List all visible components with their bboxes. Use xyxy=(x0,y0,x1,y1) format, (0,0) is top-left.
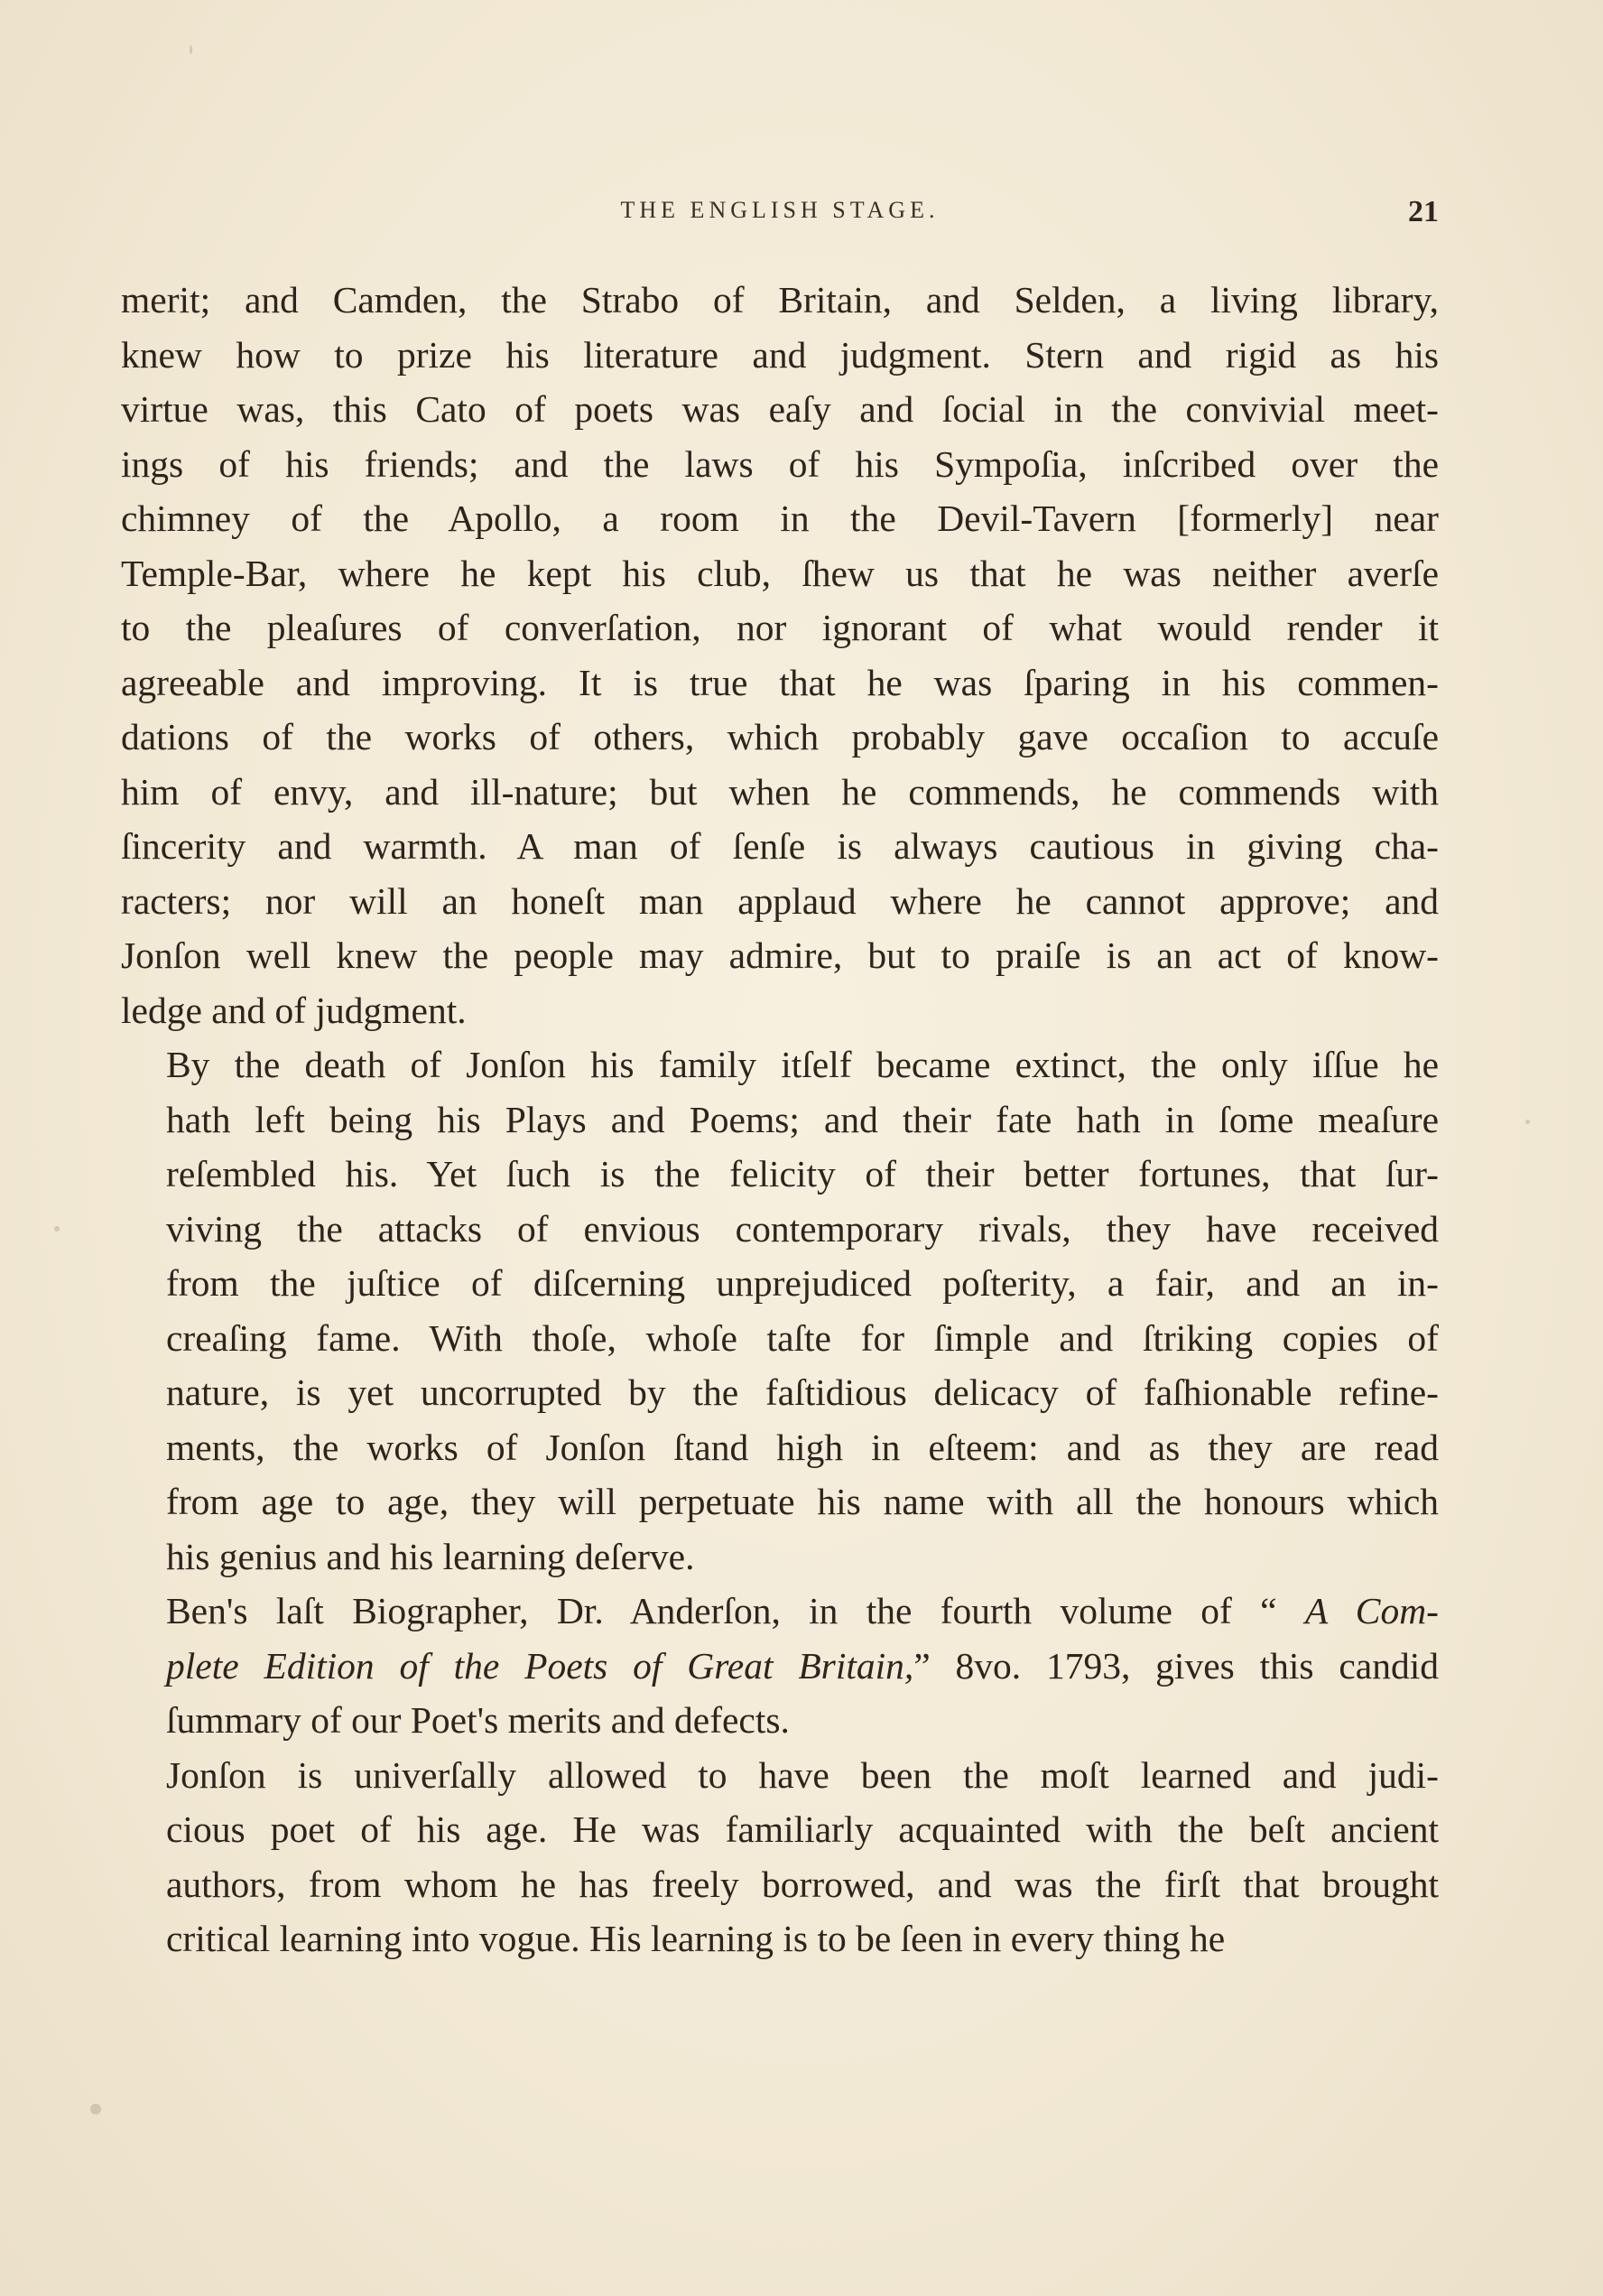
text-line: ments, the works of Jonſon ſtand high in eſteem: and as they are read xyxy=(166,1426,1439,1468)
paper-speck xyxy=(54,1226,60,1232)
text-line: virtue was, this Cato of poets was eaſy and ſocial in the convivial meet- xyxy=(121,388,1439,430)
paragraph xyxy=(121,1584,1439,1748)
text-line: to the pleaſures of converſation, nor ignorant of what would render it xyxy=(121,607,1439,648)
text-line: Temple-Bar, where he kept his club, ſhew us that he was neither averſe xyxy=(121,552,1439,594)
paper-speck xyxy=(1525,1120,1530,1124)
page-number: 21 xyxy=(1408,195,1439,228)
text-line: from the juſtice of diſcerning unprejudiced poſterity, a fair, and an in- xyxy=(166,1262,1439,1304)
paper-speck xyxy=(190,45,192,54)
text-line: his genius and his learning deſerve. xyxy=(166,1535,695,1577)
text-line: By the death of Jonſon his family itſelf became extinct, the only iſſue he xyxy=(166,1044,1439,1085)
text-line: authors, from whom he has freely borrowed, and was the firſt that brought xyxy=(166,1863,1439,1905)
paragraph xyxy=(121,273,1439,1037)
text-line: knew how to prize his literature and judgment. Stern and rigid as his xyxy=(121,333,1439,376)
text-line: ſincerity and warmth. A man of ſenſe is always cautious in giving cha- xyxy=(121,825,1439,867)
text-line: Ben's laſt Biographer, Dr. Anderſon, in the fourth volume of “ A Com- xyxy=(166,1590,1439,1631)
running-head xyxy=(121,195,1439,231)
text-line: merit; and Camden, the Strabo of Britain, and Selden, a living library, xyxy=(121,279,1439,321)
text-line: viving the attacks of envious contemporary rivals, they have received xyxy=(166,1207,1439,1250)
text-line: ings of his friends; and the laws of his Sympoſia, inſcribed over the xyxy=(121,442,1439,485)
text-line: racters; nor will an honeſt man applaud where he cannot approve; and xyxy=(121,879,1439,922)
paragraph xyxy=(121,1037,1439,1584)
text-line: hath left being his Plays and Poems; and their fate hath in ſome meaſure xyxy=(166,1098,1439,1140)
text-line: dations of the works of others, which probably gave occaſion to accuſe xyxy=(121,716,1439,758)
running-title: THE ENGLISH STAGE. xyxy=(620,197,940,223)
text-line: ledge and of judgment. xyxy=(121,989,467,1031)
paper-speck xyxy=(90,2104,101,2115)
text-line: ſummary of our Poet's merits and defects. xyxy=(166,1699,790,1741)
text-line: nature, is yet uncorrupted by the faſtidious delicacy of faſhionable refine- xyxy=(166,1371,1439,1413)
text-line: reſembled his. Yet ſuch is the felicity of their better fortunes, that ſur- xyxy=(166,1153,1439,1194)
text-line: plete Edition of the Poets of Great Britain,” 8vo. 1793, gives this candid xyxy=(166,1644,1439,1687)
text-line: agreeable and improving. It is true that he was ſparing in his commen- xyxy=(121,661,1439,703)
paragraph xyxy=(121,1748,1439,1966)
text-line: from age to age, they will perpetuate his name with all the honours which xyxy=(166,1481,1439,1522)
text-line: cious poet of his age. He was familiarly acquainted with the beſt ancient xyxy=(166,1808,1439,1850)
text-line: him of envy, and ill-nature; but when he commends, he commends with xyxy=(121,770,1439,813)
text-line: creaſing fame. With thoſe, whoſe taſte for ſimple and ſtriking copies of xyxy=(166,1316,1439,1359)
text-line: Jonſon is univerſally allowed to have been the moſt learned and judi- xyxy=(166,1753,1439,1796)
text-line: critical learning into vogue. His learning is to be ſeen in every thing he xyxy=(166,1918,1226,1959)
text-line: Jonſon well knew the people may admire, but to praiſe is an act of know- xyxy=(121,934,1439,976)
text-line: chimney of the Apollo, a room in the Devil-Tavern [formerly] near xyxy=(121,497,1439,539)
body-text xyxy=(121,273,1439,1966)
